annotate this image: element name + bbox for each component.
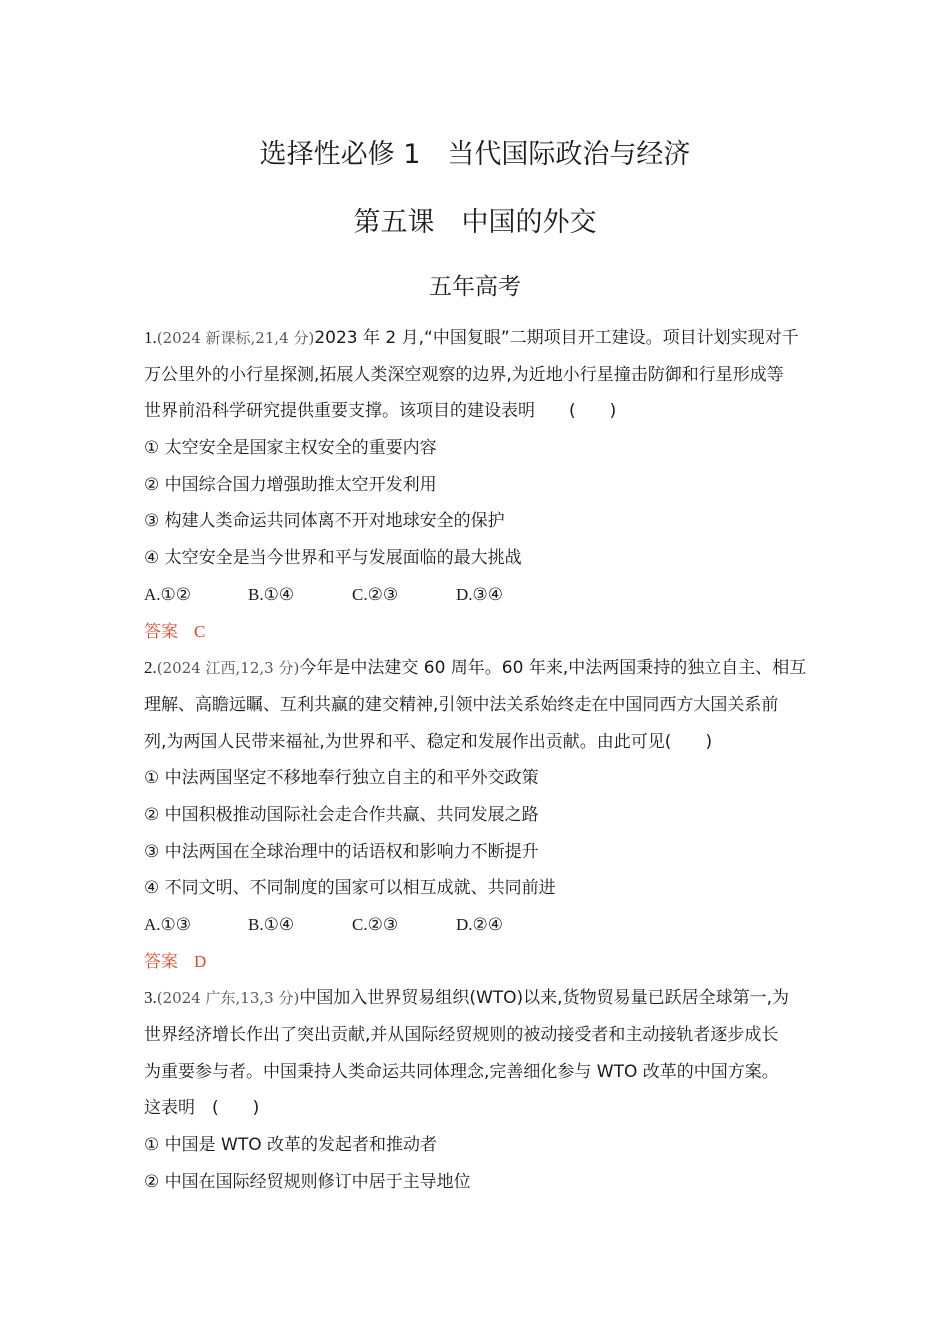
options-row bbox=[144, 907, 814, 944]
answer-value: D bbox=[194, 951, 207, 971]
question-list bbox=[144, 320, 814, 1201]
question-number: 1. bbox=[144, 328, 157, 347]
statement-item: ② 中国在国际经贸规则修订中居于主导地位 bbox=[144, 1171, 471, 1192]
question-stem-line: 这表明 ( ) bbox=[144, 1098, 260, 1119]
question-source: (2024 江西,12,3 分) bbox=[156, 659, 300, 678]
lesson-title: 第五课 中国的外交 bbox=[353, 207, 597, 238]
question-stem-line: 理解、高瞻远瞩、互利共赢的建交精神,引领中法关系始终走在中国同西方大国关系前 bbox=[144, 694, 779, 715]
section-title: 五年高考 bbox=[429, 274, 521, 300]
question-3 bbox=[144, 980, 814, 1200]
question-stem: 2023 年 2 月,“中国复眼”二期项目开工建设。项目计划实现对千 bbox=[314, 328, 799, 348]
statement-item: ① 中法两国坚定不移地奉行独立自主的和平外交政策 bbox=[144, 768, 539, 789]
options-row bbox=[144, 577, 814, 614]
option-c: C.②③ bbox=[352, 915, 399, 934]
question-stem-line bbox=[144, 650, 814, 687]
question-stem-line: 万公里外的小行星探测,拓展人类深空观察的边界,为近地小行星撞击防御和行星形成等 bbox=[144, 364, 784, 385]
question-stem-line: 世界前沿科学研究提供重要支撑。该项目的建设表明 ( ) bbox=[144, 401, 617, 422]
question-stem: 今年是中法建交 60 周年。60 年来,中法两国秉持的独立自主、相互 bbox=[299, 658, 807, 679]
option-b: B.①④ bbox=[248, 584, 295, 604]
option-d: D.③④ bbox=[456, 584, 504, 604]
statement-item: ③ 构建人类命运共同体离不开对地球安全的保护 bbox=[144, 511, 505, 532]
option-a: A.①③ bbox=[144, 915, 192, 934]
question-stem-line: 为重要参与者。中国秉持人类命运共同体理念,完善细化参与 WTO 改革的中国方案。 bbox=[144, 1061, 779, 1082]
statement-item: ④ 太空安全是当今世界和平与发展面临的最大挑战 bbox=[144, 548, 522, 569]
answer-line bbox=[144, 944, 814, 981]
question-number: 2. bbox=[144, 658, 157, 678]
question-stem-line bbox=[144, 320, 814, 357]
option-b: B.①④ bbox=[248, 915, 295, 934]
question-stem-line bbox=[144, 980, 814, 1017]
statement-item: ① 太空安全是国家主权安全的重要内容 bbox=[144, 438, 437, 459]
option-a: A.①② bbox=[144, 584, 192, 604]
answer-label: 答案 bbox=[144, 621, 178, 642]
statement-item: ② 中国积极推动国际社会走合作共赢、共同发展之路 bbox=[144, 804, 539, 825]
question-source: (2024 新课标,21,4 分) bbox=[156, 329, 315, 347]
question-number: 3. bbox=[144, 988, 157, 1008]
statement-item: ① 中国是 WTO 改革的发起者和推动者 bbox=[144, 1135, 438, 1156]
answer-value: C bbox=[194, 621, 206, 641]
statement-item: ③ 中法两国在全球治理中的话语权和影响力不断提升 bbox=[144, 841, 539, 862]
question-1 bbox=[144, 320, 814, 650]
statement-item: ④ 不同文明、不同制度的国家可以相互成就、共同前进 bbox=[144, 878, 556, 899]
main-title: 选择性必修 1 当代国际政治与经济 bbox=[259, 139, 691, 170]
question-stem-line: 世界经济增长作出了突出贡献,并从国际经贸规则的被动接受者和主动接轨者逐步成长 bbox=[144, 1025, 779, 1046]
answer-line bbox=[144, 614, 814, 651]
option-c: C.②③ bbox=[352, 584, 399, 604]
option-d: D.②④ bbox=[456, 915, 504, 934]
question-stem-line: 列,为两国人民带来福祉,为世界和平、稳定和发展作出贡献。由此可见( ) bbox=[144, 731, 713, 752]
statement-item: ② 中国综合国力增强助推太空开发利用 bbox=[144, 474, 437, 495]
question-2 bbox=[144, 650, 814, 980]
question-source: (2024 广东,13,3 分) bbox=[156, 989, 300, 1008]
question-stem: 中国加入世界贸易组织(WTO)以来,货物贸易量已跃居全球第一,为 bbox=[299, 988, 789, 1009]
answer-label: 答案 bbox=[144, 951, 178, 972]
